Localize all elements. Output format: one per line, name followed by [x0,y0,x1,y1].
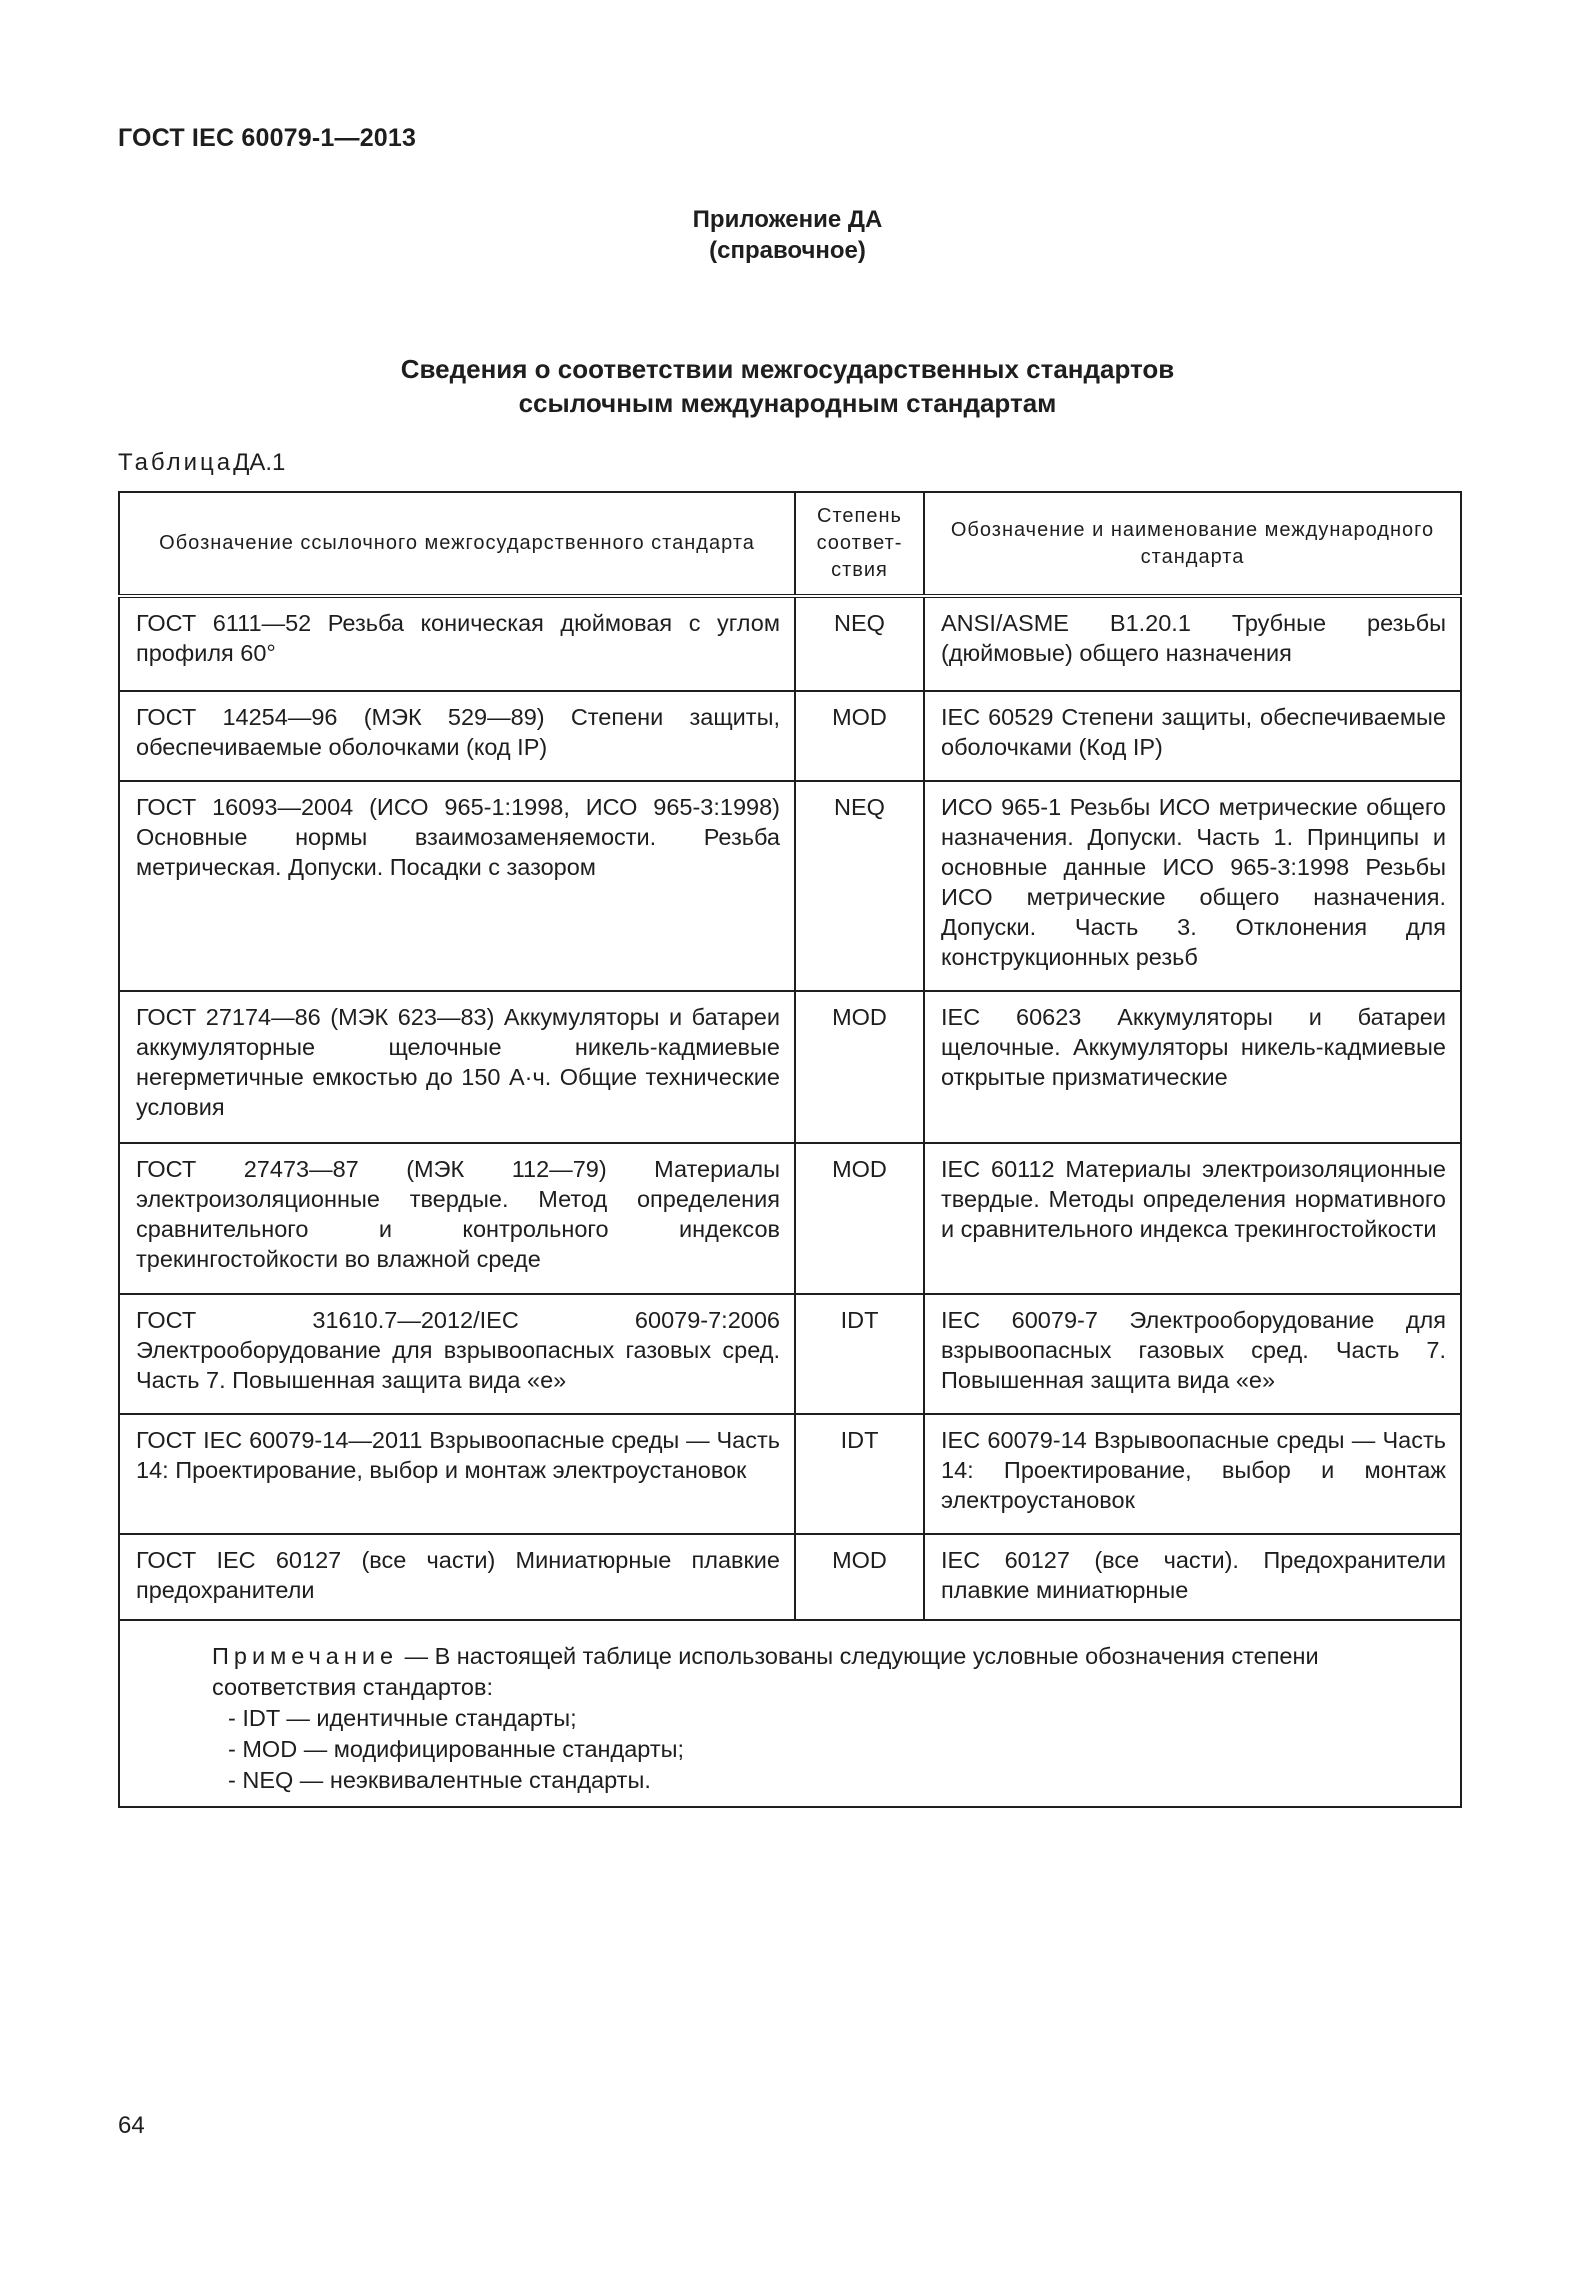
section-title-line2: ссылочным международным стандартам [518,388,1057,418]
international-standard-cell: IEC 60079-14 Взрывоопасные среды — Часть 14: Проектирование, выбор и монтаж электроустановок [924,1414,1461,1534]
column-header-interstate: Обозначение ссылочного межгосударственного стандарта [119,492,795,596]
annex-status: (справочное) [709,237,866,264]
international-standard-cell: IEC 60079-7 Электрооборудование для взрывоопасных газовых сред. Часть 7. Повышенная защита вида «е» [924,1294,1461,1414]
section-title-line1: Сведения о соответствии межгосударственных стандартов [400,354,1175,384]
interstate-standard-cell: ГОСТ IEC 60127 (все части) Миниатюрные плавкие предохранители [119,1534,795,1620]
international-standard-cell: IEC 60623 Аккумуляторы и батареи щелочные. Аккумуляторы никель-кадмиевые открытые призматические [924,991,1461,1143]
table-row [119,691,1461,781]
document-code: ГОСТ IEC 60079-1—2013 [118,124,417,152]
annex-heading [0,204,1575,266]
degree-cell: MOD [795,691,924,781]
standards-correspondence-table [118,491,1462,1808]
international-standard-cell: IEC 60127 (все части). Предохранители плавкие миниатюрные [924,1534,1461,1620]
degree-cell: NEQ [795,781,924,991]
table-note-row [119,1620,1461,1807]
table-caption-label: Таблица [118,449,234,476]
international-standard-cell: ANSI/ASME B1.20.1 Трубные резьбы (дюймовые) общего назначения [924,596,1461,691]
page-number: 64 [118,2112,145,2139]
degree-cell: MOD [795,1534,924,1620]
section-title [0,352,1575,420]
column-header-international: Обозначение и наименование международного стандарта [924,492,1461,596]
table-row [119,1534,1461,1620]
table-header-row [119,492,1461,596]
degree-cell: NEQ [795,596,924,691]
note-intro-line [140,1641,1440,1703]
table-row [119,781,1461,991]
international-standard-cell: IEC 60112 Материалы электроизоляционные твердые. Методы определения нормативного и сравнительного индекса трекингостойкости [924,1143,1461,1294]
table-row [119,1414,1461,1534]
international-standard-cell: ИСО 965-1 Резьбы ИСО метрические общего назначения. Допуски. Часть 1. Принципы и основные данные ИСО 965-3:1998 Резьбы ИСО метрические общего назначения. Допуски. Часть 3. Отклонения для конструкционных резьб [924,781,1461,991]
interstate-standard-cell: ГОСТ 27473—87 (МЭК 112—79) Материалы электроизоляционные твердые. Метод определения сравнительного и контрольного индексов трекингостойкости во влажной среде [119,1143,795,1294]
interstate-standard-cell: ГОСТ 27174—86 (МЭК 623—83) Аккумуляторы и батареи аккумуляторные щелочные никель-кадмиевые негерметичные емкостью до 150 А·ч. Общие технические условия [119,991,795,1143]
note-intro: — В настоящей таблице использованы следующие условные обозначения степени соответствия стандартов: [212,1643,1319,1700]
table-row [119,596,1461,691]
degree-cell: IDT [795,1294,924,1414]
table-row [119,991,1461,1143]
note-item-mod: - MOD — модифицированные стандарты; [228,1736,685,1762]
interstate-standard-cell: ГОСТ IEC 60079-14—2011 Взрывоопасные среды — Часть 14: Проектирование, выбор и монтаж электроустановок [119,1414,795,1534]
table-caption [118,449,285,477]
column-header-degree: Степень соответ-ствия [795,492,924,596]
interstate-standard-cell: ГОСТ 14254—96 (МЭК 529—89) Степени защиты, обеспечиваемые оболочками (код IP) [119,691,795,781]
table-note [119,1620,1461,1807]
annex-title: Приложение ДА [692,206,883,233]
interstate-standard-cell: ГОСТ 31610.7—2012/IEC 60079-7:2006 Электрооборудование для взрывоопасных газовых сред. Часть 7. Повышенная защита вида «е» [119,1294,795,1414]
note-item-neq: - NEQ — неэквивалентные стандарты. [228,1767,651,1793]
interstate-standard-cell: ГОСТ 6111—52 Резьба коническая дюймовая с углом профиля 60° [119,596,795,691]
table-row [119,1143,1461,1294]
note-item-idt: - IDT — идентичные стандарты; [228,1705,577,1731]
note-label: Примечание [212,1643,399,1669]
interstate-standard-cell: ГОСТ 16093—2004 (ИСО 965-1:1998, ИСО 965-3:1998) Основные нормы взаимозаменяемости. Резьба метрическая. Допуски. Посадки с зазором [119,781,795,991]
table-row [119,1294,1461,1414]
degree-cell: MOD [795,1143,924,1294]
table-caption-number: ДА.1 [233,449,286,476]
degree-cell: MOD [795,991,924,1143]
degree-cell: IDT [795,1414,924,1534]
international-standard-cell: IEC 60529 Степени защиты, обеспечиваемые оболочками (Код IP) [924,691,1461,781]
